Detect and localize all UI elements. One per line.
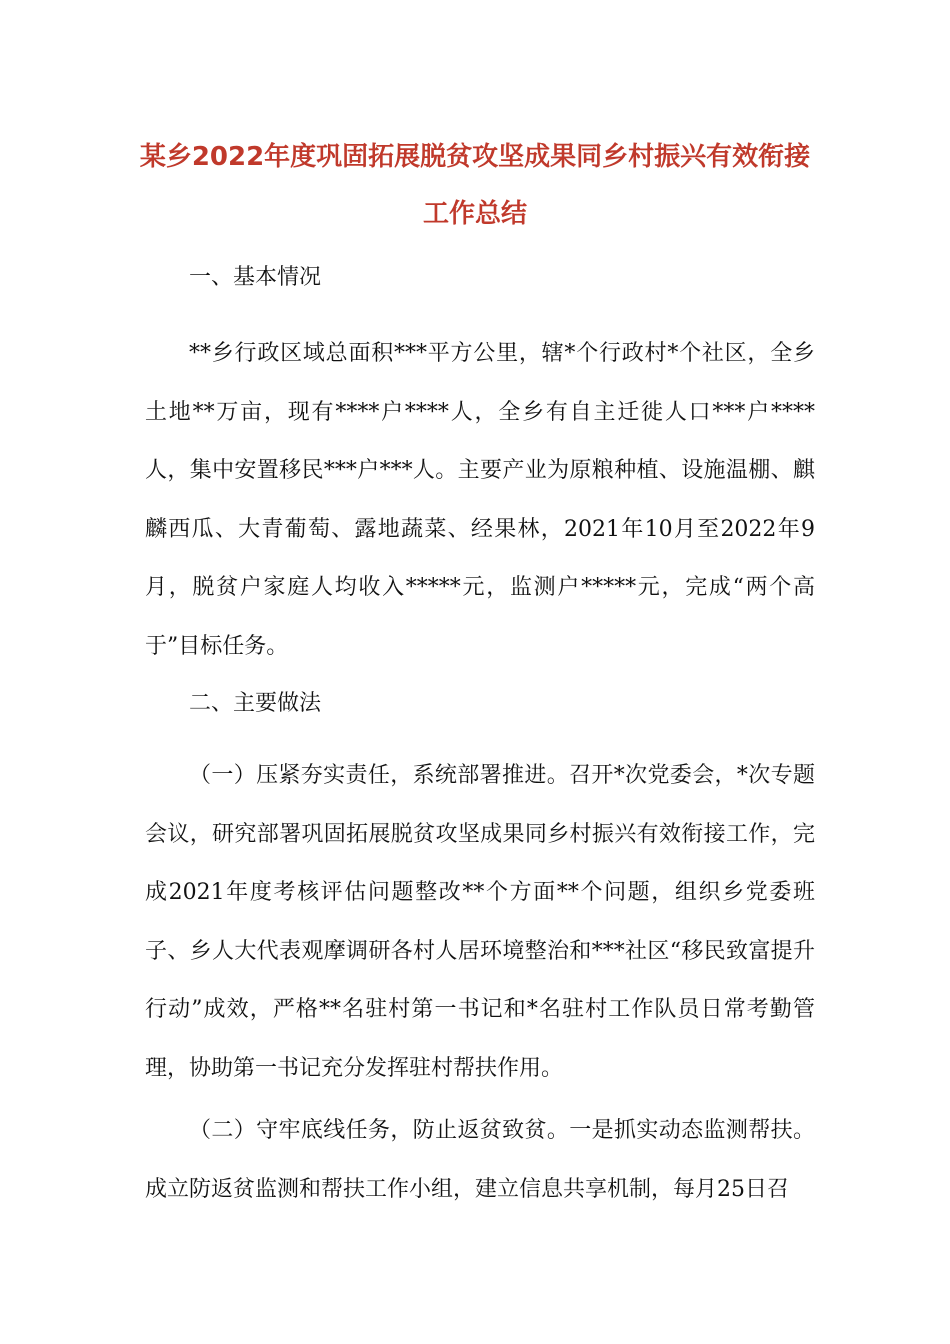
section-2-heading: 二、主要做法 — [189, 691, 322, 716]
document-title-line-1: 某乡2022年度巩固拓展脱贫攻坚成果同乡村振兴有效衔接 — [139, 142, 811, 172]
subsection-1-paragraph: （一）压紧夯实责任，系统部署推进。召开*次党委会，*次专题会议，研究部署巩固拓展脱贫攻坚成果同乡村振兴有效衔接工作，完成2021年度考核评估问题整改**个方面**个问题，组织乡党委班子、乡人大代表观摩调研各村人居环境整治和***社区“移民致富提升行动”成效，严格**名驻村第一书记和*名驻村工作队员日常考勤管理，协助第一书记充分发挥驻村帮扶作用。 — [145, 763, 815, 1081]
subsection-2-paragraph: （二）守牢底线任务，防止返贫致贫。一是抓实动态监测帮扶。成立防返贫监测和帮扶工作小组，建立信息共享机制，每月25日召 — [145, 1118, 815, 1202]
section-1-paragraph: **乡行政区域总面积***平方公里，辖*个行政村*个社区，全乡土地**万亩，现有****户****人，全乡有自主迁徙人口***户****人，集中安置移民***户***人。主要产业为原粮种植、设施温棚、麒麟西瓜、大青葡萄、露地蔬菜、经果林，2021年10月至2022年9月，脱贫户家庭人均收入*****元，监测户*****元，完成“两个高于”目标任务。 — [145, 341, 815, 659]
document-title-line-2: 工作总结 — [422, 199, 527, 229]
section-1-heading: 一、基本情况 — [189, 265, 322, 290]
